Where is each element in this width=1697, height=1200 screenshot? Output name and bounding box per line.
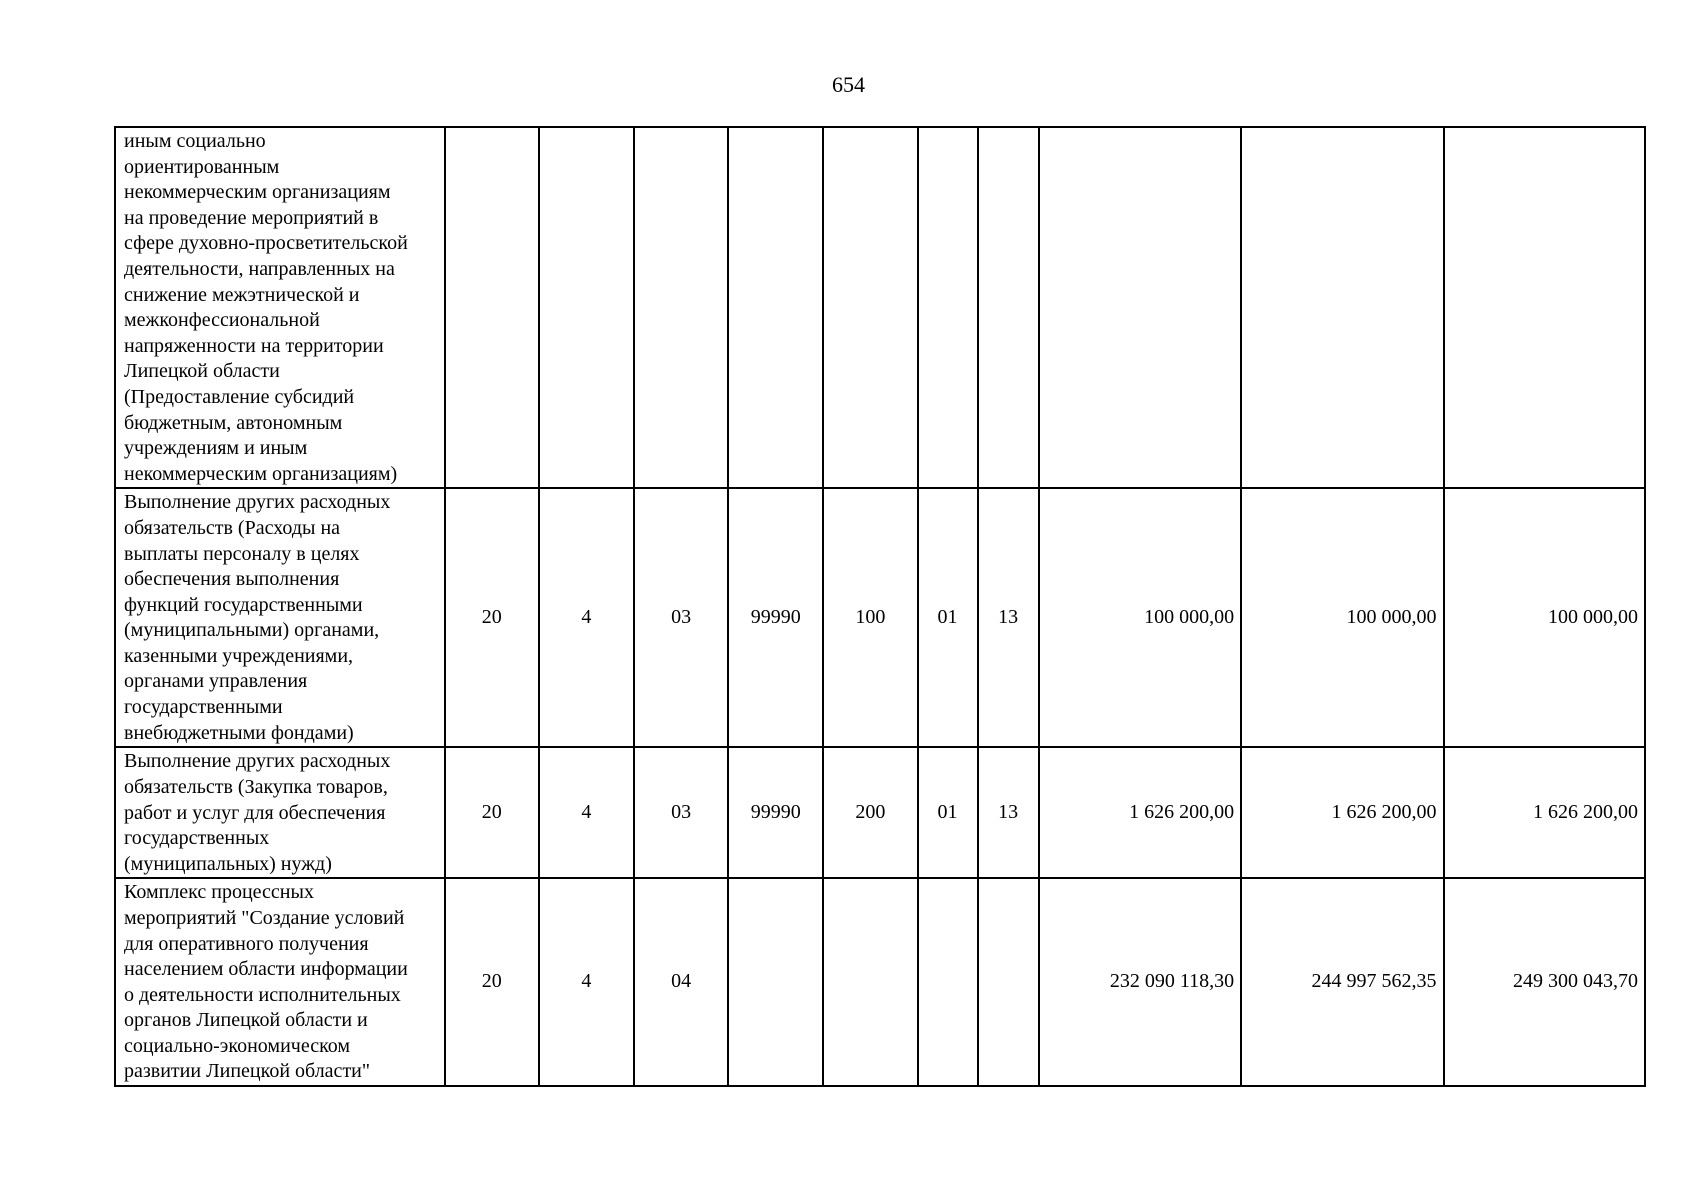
code-cell: 4 xyxy=(539,747,634,878)
amount-cell: 244 997 562,35 xyxy=(1241,878,1443,1086)
row-description: Выполнение других расходных обязательств (Закупка товаров, работ и услуг для обеспечения государственных (муниципальных) нужд) xyxy=(115,747,445,878)
page-number: 654 xyxy=(832,72,865,97)
code-cell: 03 xyxy=(634,488,728,747)
code-cell: 03 xyxy=(634,747,728,878)
code-cell: 13 xyxy=(978,747,1039,878)
code-cell xyxy=(445,127,539,488)
row-description: Выполнение других расходных обязательств (Расходы на выплаты персоналу в целях обеспечения выполнения функций государственными (муниципальными) органами, казенными учреждениями, органами управления государственными внебюджетными фондами) xyxy=(115,488,445,747)
code-cell xyxy=(728,878,823,1086)
code-cell xyxy=(634,127,728,488)
code-cell: 20 xyxy=(445,488,539,747)
code-cell: 100 xyxy=(823,488,917,747)
code-cell xyxy=(823,878,917,1086)
amount-cell: 249 300 043,70 xyxy=(1444,878,1646,1086)
row-description: Комплекс процессных мероприятий "Создание условий для оперативного получения населением области информации о деятельности исполнительных органов Липецкой области и социально-экономическом развитии Липецкой области" xyxy=(115,878,445,1086)
code-cell xyxy=(728,127,823,488)
code-cell: 20 xyxy=(445,878,539,1086)
code-cell xyxy=(823,127,917,488)
code-cell xyxy=(978,127,1039,488)
code-cell: 99990 xyxy=(728,488,823,747)
code-cell: 99990 xyxy=(728,747,823,878)
budget-table xyxy=(114,126,1646,1087)
code-cell xyxy=(918,878,978,1086)
code-cell: 4 xyxy=(539,488,634,747)
amount-cell xyxy=(1241,127,1443,488)
amount-cell: 232 090 118,30 xyxy=(1039,878,1241,1086)
table-row xyxy=(115,878,1645,1086)
code-cell: 01 xyxy=(918,747,978,878)
amount-cell xyxy=(1039,127,1241,488)
amount-cell: 1 626 200,00 xyxy=(1039,747,1241,878)
code-cell xyxy=(539,127,634,488)
code-cell: 20 xyxy=(445,747,539,878)
table-row xyxy=(115,747,1645,878)
code-cell: 01 xyxy=(918,488,978,747)
code-cell: 04 xyxy=(634,878,728,1086)
amount-cell: 100 000,00 xyxy=(1039,488,1241,747)
amount-cell: 1 626 200,00 xyxy=(1241,747,1443,878)
table-row xyxy=(115,488,1645,747)
code-cell xyxy=(978,878,1039,1086)
amount-cell: 100 000,00 xyxy=(1241,488,1443,747)
code-cell xyxy=(918,127,978,488)
amount-cell: 100 000,00 xyxy=(1444,488,1646,747)
row-description: иным социально ориентированным некоммерческим организациям на проведение мероприятий в сфере духовно-просветительской деятельности, направленных на снижение межэтнической и межконфессиональной напряженности на территории Липецкой области (Предоставление субсидий бюджетным, автономным учреждениям и иным некоммерческим организациям) xyxy=(115,127,445,488)
amount-cell xyxy=(1444,127,1646,488)
table-row xyxy=(115,127,1645,488)
code-cell: 200 xyxy=(823,747,917,878)
amount-cell: 1 626 200,00 xyxy=(1444,747,1646,878)
code-cell: 4 xyxy=(539,878,634,1086)
code-cell: 13 xyxy=(978,488,1039,747)
